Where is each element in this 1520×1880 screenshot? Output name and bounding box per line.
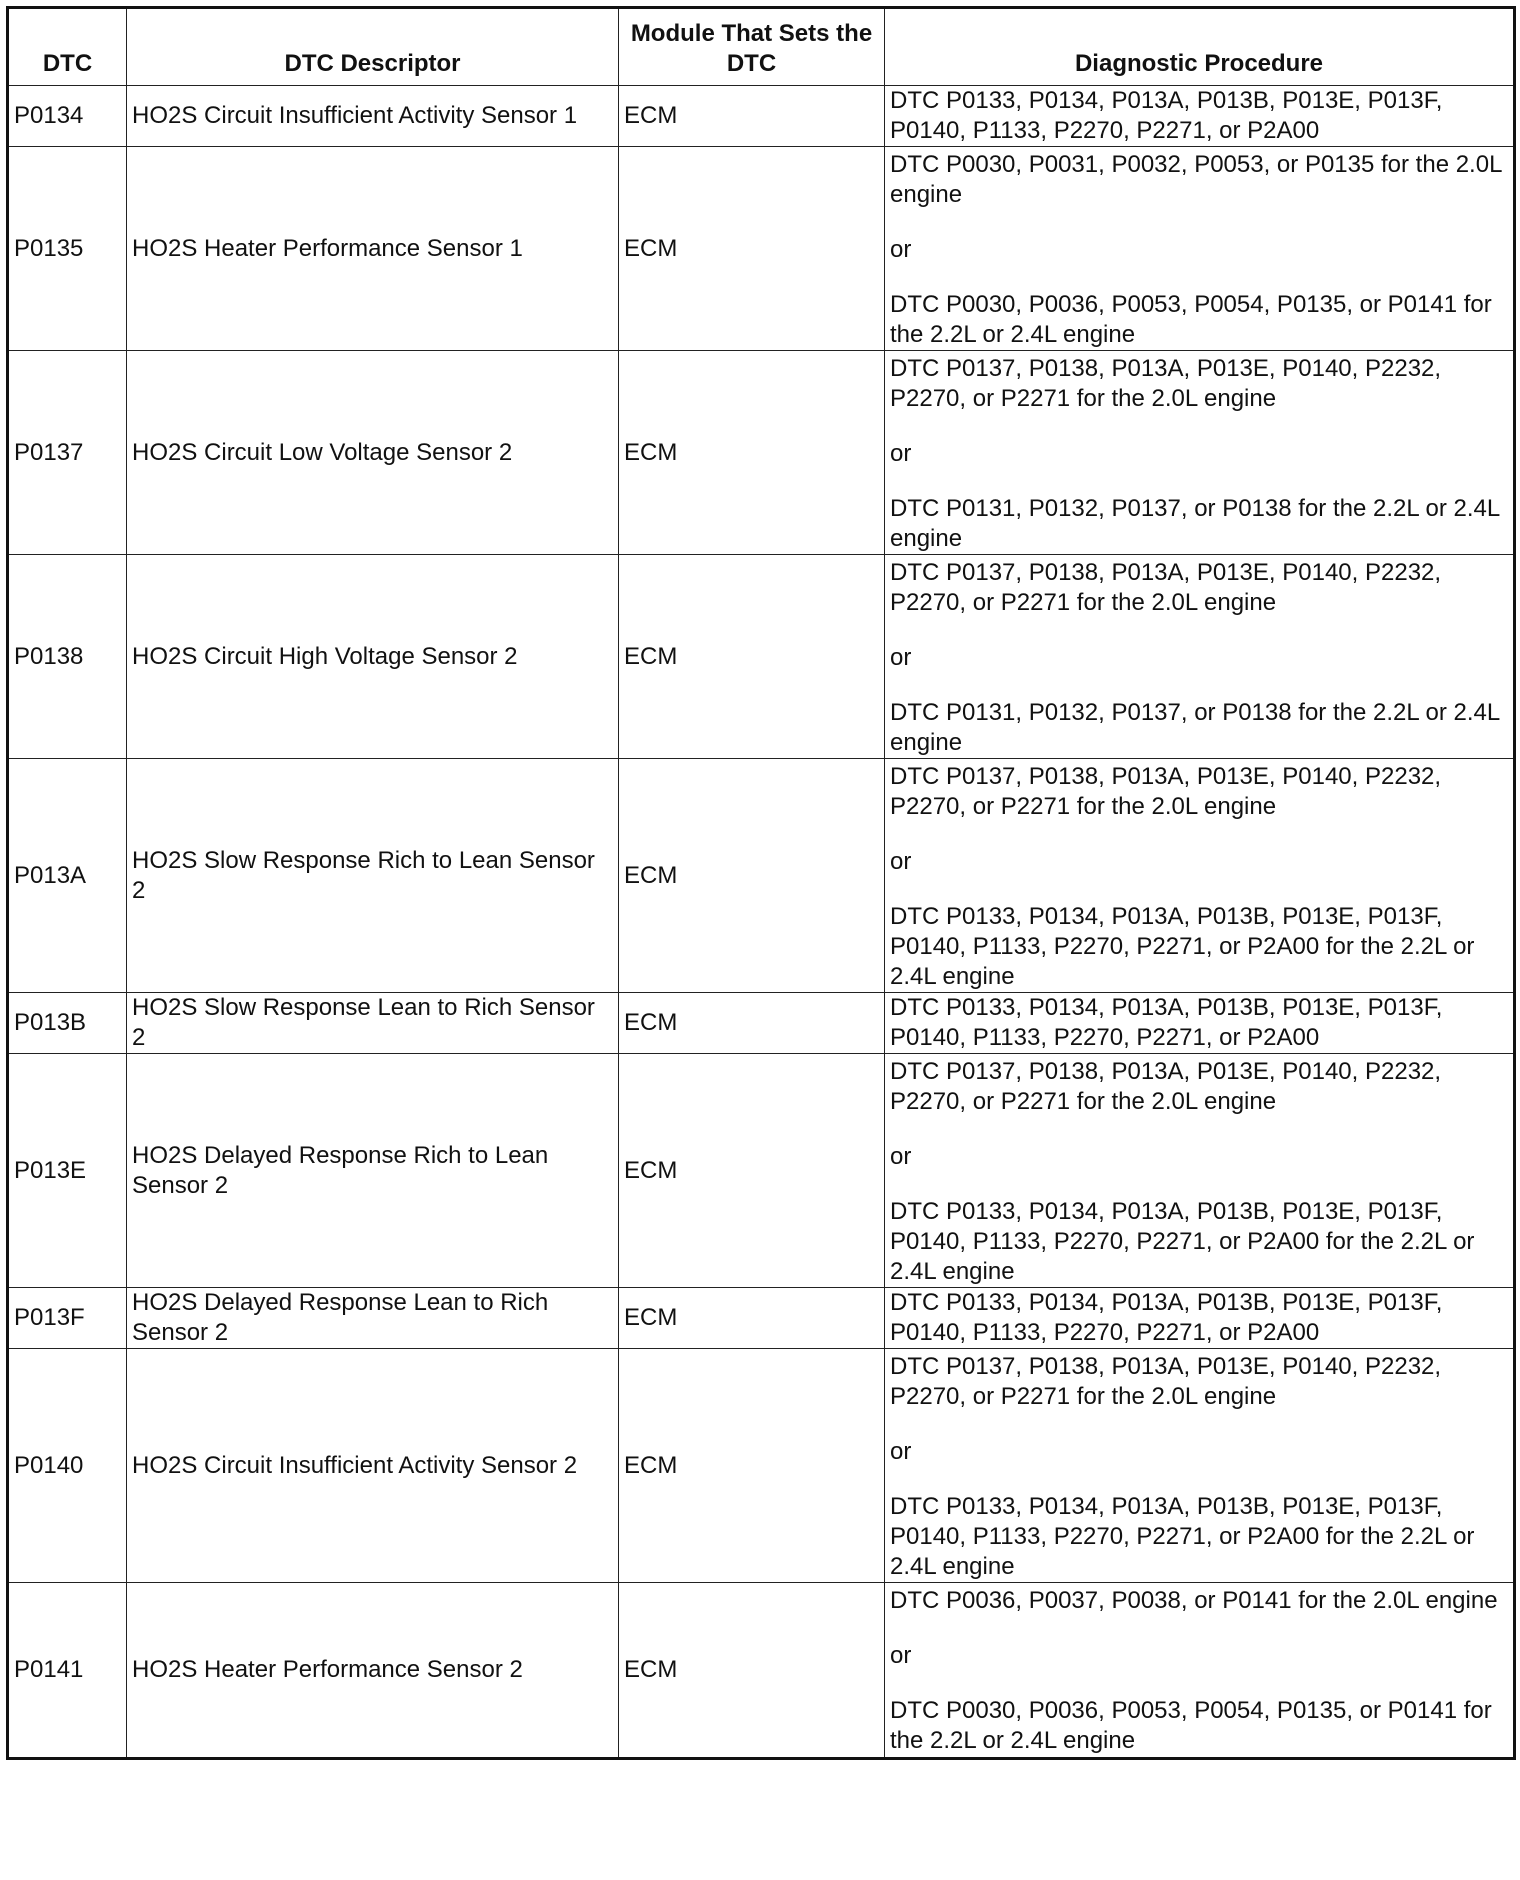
procedure-text: DTC P0036, P0037, P0038, or P0141 for the 2.0L engine — [890, 1587, 1498, 1614]
procedure-text: DTC P0133, P0134, P013A, P013B, P013E, P013F, P0140, P1133, P2270, P2271, or P2A00 for the 2.2L or 2.4L engine — [890, 1493, 1475, 1580]
diagnostic-procedure-cell — [885, 1054, 1515, 1288]
procedure-or: or — [890, 848, 912, 875]
diagnostic-procedure-cell — [885, 1349, 1515, 1583]
header-descriptor: DTC Descriptor — [127, 8, 619, 86]
dtc-code-cell: P013F — [8, 1288, 127, 1349]
procedure-text: DTC P0137, P0138, P013A, P013E, P0140, P2232, P2270, or P2271 for the 2.0L engine — [890, 559, 1442, 616]
diagnostic-procedure-cell — [885, 351, 1515, 555]
dtc-descriptor-cell: HO2S Slow Response Lean to Rich Sensor 2 — [127, 993, 619, 1054]
dtc-descriptor-cell: HO2S Delayed Response Lean to Rich Sensor 2 — [127, 1288, 619, 1349]
procedure-text: DTC P0030, P0036, P0053, P0054, P0135, or P0141 for the 2.2L or 2.4L engine — [890, 291, 1492, 348]
module-cell: ECM — [619, 86, 885, 147]
procedure-spacer — [890, 210, 1510, 235]
table-row — [8, 759, 1515, 993]
module-cell: ECM — [619, 1583, 885, 1759]
header-row — [8, 8, 1515, 86]
procedure-text: DTC P0030, P0031, P0032, P0053, or P0135 for the 2.0L engine — [890, 151, 1502, 208]
diagnostic-procedure-cell — [885, 993, 1515, 1054]
dtc-descriptor-cell: HO2S Heater Performance Sensor 2 — [127, 1583, 619, 1759]
diagnostic-procedure-cell — [885, 555, 1515, 759]
header-module: Module That Sets the DTC — [619, 8, 885, 86]
procedure-spacer — [890, 822, 1510, 847]
dtc-descriptor-cell: HO2S Delayed Response Rich to Lean Sensor 2 — [127, 1054, 619, 1288]
procedure-spacer — [890, 673, 1510, 698]
dtc-code-cell: P0138 — [8, 555, 127, 759]
diagnostic-procedure-cell — [885, 1583, 1515, 1759]
dtc-code-cell: P0137 — [8, 351, 127, 555]
dtc-code-cell: P0134 — [8, 86, 127, 147]
module-cell: ECM — [619, 1349, 885, 1583]
procedure-or: or — [890, 236, 912, 263]
procedure-text: DTC P0137, P0138, P013A, P013E, P0140, P2232, P2270, or P2271 for the 2.0L engine — [890, 1058, 1442, 1115]
procedure-text: DTC P0131, P0132, P0137, or P0138 for the 2.2L or 2.4L engine — [890, 495, 1500, 552]
procedure-spacer — [890, 414, 1510, 439]
dtc-descriptor-cell: HO2S Slow Response Rich to Lean Sensor 2 — [127, 759, 619, 993]
table-row — [8, 1054, 1515, 1288]
module-cell: ECM — [619, 1288, 885, 1349]
dtc-code-cell: P013B — [8, 993, 127, 1054]
dtc-descriptor-cell: HO2S Circuit Low Voltage Sensor 2 — [127, 351, 619, 555]
table-row — [8, 1288, 1515, 1349]
dtc-code-cell: P0141 — [8, 1583, 127, 1759]
table-row — [8, 1349, 1515, 1583]
procedure-spacer — [890, 469, 1510, 494]
diagnostic-procedure-cell — [885, 1288, 1515, 1349]
dtc-descriptor-cell: HO2S Circuit High Voltage Sensor 2 — [127, 555, 619, 759]
dtc-descriptor-cell: HO2S Heater Performance Sensor 1 — [127, 147, 619, 351]
procedure-spacer — [890, 1412, 1510, 1437]
table-row — [8, 351, 1515, 555]
procedure-text: DTC P0133, P0134, P013A, P013B, P013E, P013F, P0140, P1133, P2270, P2271, or P2A00 — [890, 87, 1443, 144]
module-cell: ECM — [619, 555, 885, 759]
dtc-descriptor-cell: HO2S Circuit Insufficient Activity Sensor 2 — [127, 1349, 619, 1583]
module-cell: ECM — [619, 1054, 885, 1288]
table-header — [8, 8, 1515, 86]
procedure-text: DTC P0133, P0134, P013A, P013B, P013E, P013F, P0140, P1133, P2270, P2271, or P2A00 — [890, 1289, 1443, 1346]
procedure-text: DTC P0137, P0138, P013A, P013E, P0140, P2232, P2270, or P2271 for the 2.0L engine — [890, 355, 1442, 412]
module-cell: ECM — [619, 993, 885, 1054]
procedure-or: or — [890, 1438, 912, 1465]
procedure-or: or — [890, 644, 912, 671]
procedure-spacer — [890, 265, 1510, 290]
procedure-spacer — [890, 877, 1510, 902]
table-row — [8, 1583, 1515, 1759]
procedure-spacer — [890, 1467, 1510, 1492]
table-row — [8, 147, 1515, 351]
table-row — [8, 993, 1515, 1054]
procedure-or: or — [890, 440, 912, 467]
table-row — [8, 555, 1515, 759]
dtc-code-cell: P013E — [8, 1054, 127, 1288]
procedure-spacer — [890, 1616, 1510, 1641]
procedure-spacer — [890, 1117, 1510, 1142]
module-cell: ECM — [619, 351, 885, 555]
diagnostic-procedure-cell — [885, 147, 1515, 351]
procedure-spacer — [890, 1671, 1510, 1696]
module-cell: ECM — [619, 147, 885, 351]
table-body — [8, 86, 1515, 1759]
diagnostic-procedure-cell — [885, 759, 1515, 993]
procedure-text: DTC P0137, P0138, P013A, P013E, P0140, P2232, P2270, or P2271 for the 2.0L engine — [890, 1353, 1442, 1410]
dtc-code-cell: P0140 — [8, 1349, 127, 1583]
procedure-text: DTC P0133, P0134, P013A, P013B, P013E, P013F, P0140, P1133, P2270, P2271, or P2A00 — [890, 994, 1443, 1051]
header-procedure: Diagnostic Procedure — [885, 8, 1515, 86]
table-row — [8, 86, 1515, 147]
header-dtc: DTC — [8, 8, 127, 86]
dtc-descriptor-cell: HO2S Circuit Insufficient Activity Sensor 1 — [127, 86, 619, 147]
procedure-spacer — [890, 618, 1510, 643]
procedure-text: DTC P0131, P0132, P0137, or P0138 for the 2.2L or 2.4L engine — [890, 699, 1500, 756]
procedure-text: DTC P0137, P0138, P013A, P013E, P0140, P2232, P2270, or P2271 for the 2.0L engine — [890, 763, 1442, 820]
dtc-table — [6, 6, 1516, 1760]
dtc-code-cell: P0135 — [8, 147, 127, 351]
procedure-spacer — [890, 1172, 1510, 1197]
diagnostic-procedure-cell — [885, 86, 1515, 147]
procedure-text: DTC P0030, P0036, P0053, P0054, P0135, or P0141 for the 2.2L or 2.4L engine — [890, 1697, 1492, 1754]
procedure-text: DTC P0133, P0134, P013A, P013B, P013E, P013F, P0140, P1133, P2270, P2271, or P2A00 for the 2.2L or 2.4L engine — [890, 903, 1475, 990]
module-cell: ECM — [619, 759, 885, 993]
procedure-or: or — [890, 1642, 912, 1669]
procedure-text: DTC P0133, P0134, P013A, P013B, P013E, P013F, P0140, P1133, P2270, P2271, or P2A00 for the 2.2L or 2.4L engine — [890, 1198, 1475, 1285]
procedure-or: or — [890, 1143, 912, 1170]
dtc-code-cell: P013A — [8, 759, 127, 993]
